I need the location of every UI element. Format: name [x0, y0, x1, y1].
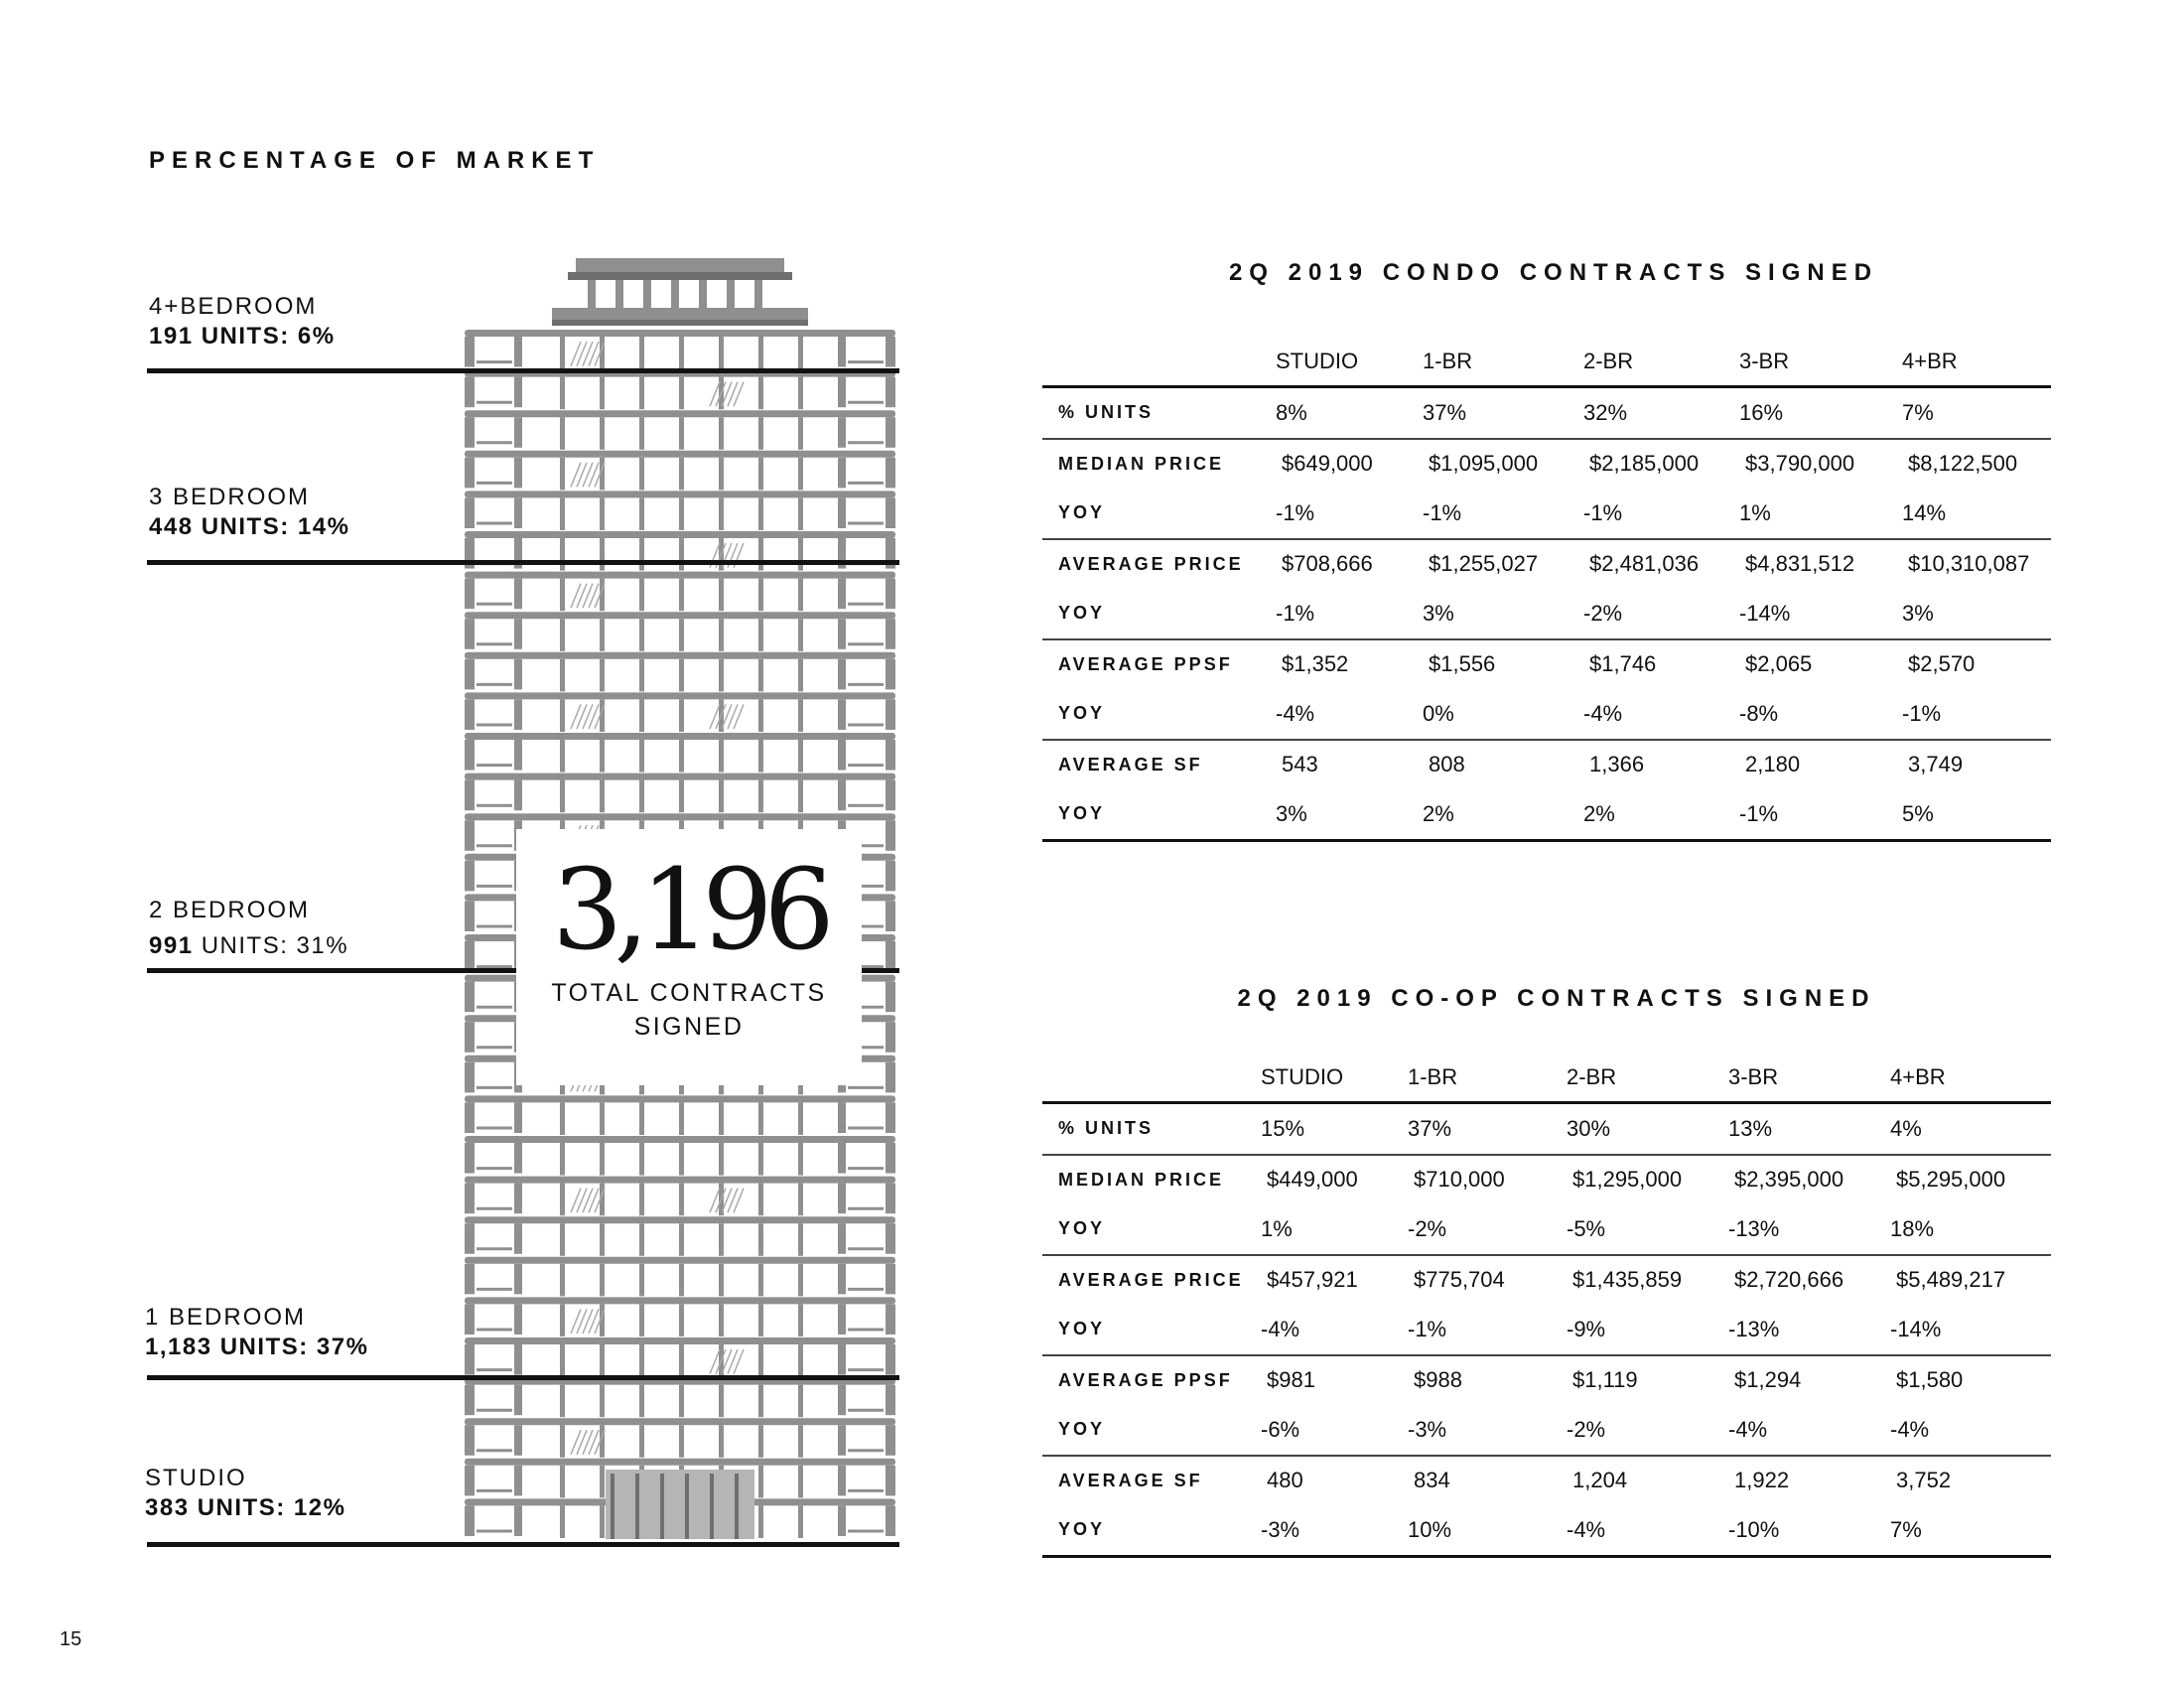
- table-row: [1042, 1456, 2051, 1506]
- segment-label: STUDIO: [145, 1465, 247, 1491]
- header-blank: [1042, 338, 1276, 387]
- table-cell: -3%: [1408, 1405, 1567, 1456]
- segment-units: [149, 931, 348, 961]
- segment-1br: [145, 1303, 368, 1362]
- segment-2br: [149, 896, 348, 961]
- row-label: AVERAGE PRICE: [1058, 553, 1244, 574]
- table-row: [1042, 1505, 2051, 1556]
- table-cell: 14%: [1902, 489, 2051, 539]
- table-cell: $1,746: [1589, 651, 1657, 677]
- row-label: AVERAGE PPSF: [1058, 653, 1233, 674]
- table-cell: 32%: [1583, 387, 1739, 439]
- table-cell: -1%: [1423, 489, 1583, 539]
- table-cell: $710,000: [1414, 1167, 1505, 1193]
- table-cell: -4%: [1276, 689, 1423, 740]
- table-row: [1042, 539, 2051, 590]
- row-label: YOY: [1042, 1305, 1261, 1355]
- column-header: 4+BR: [1902, 338, 2051, 387]
- table-row: [1042, 1405, 2051, 1456]
- table-cell: 1%: [1739, 489, 1902, 539]
- table-row: [1042, 1255, 2051, 1306]
- table-cell: $708,666: [1282, 551, 1373, 577]
- segment-studio: [145, 1464, 345, 1523]
- row-label: MEDIAN PRICE: [1058, 453, 1225, 474]
- row-label: YOY: [1042, 1405, 1261, 1456]
- segment-3br: [149, 483, 349, 542]
- table-cell: 30%: [1567, 1103, 1728, 1155]
- table-cell: -4%: [1583, 689, 1739, 740]
- segment-units: 191 UNITS: 6%: [149, 323, 336, 350]
- row-label: AVERAGE SF: [1058, 1470, 1203, 1490]
- table-cell: 5%: [1902, 789, 2051, 840]
- table-cell: $2,185,000: [1589, 451, 1700, 477]
- segment-divider: [147, 560, 899, 565]
- table-cell: $1,255,027: [1429, 551, 1539, 577]
- row-label: YOY: [1042, 489, 1276, 539]
- column-header: 2-BR: [1583, 338, 1739, 387]
- segment-units: 448 UNITS: 14%: [149, 513, 350, 540]
- segment-label: 3 BEDROOM: [149, 484, 311, 510]
- table-row: [1042, 439, 2051, 490]
- table-cell: 37%: [1423, 387, 1583, 439]
- table-cell: 1,204: [1572, 1468, 1628, 1493]
- page-title: PERCENTAGE OF MARKET: [149, 147, 601, 174]
- coop-table-title: 2Q 2019 CO-OP CONTRACTS SIGNED: [1237, 985, 1876, 1012]
- table-cell: 480: [1267, 1468, 1303, 1493]
- table-cell: $1,556: [1429, 651, 1496, 677]
- table-cell: -1%: [1902, 689, 2051, 740]
- table-row: [1042, 639, 2051, 690]
- table-cell: -13%: [1728, 1305, 1890, 1355]
- table-cell: 37%: [1408, 1103, 1567, 1155]
- table-cell: 10%: [1408, 1505, 1567, 1556]
- segment-divider: [147, 1375, 899, 1380]
- row-label: YOY: [1042, 1204, 1261, 1255]
- table-cell: $4,831,512: [1745, 551, 1855, 577]
- table-cell: 0%: [1423, 689, 1583, 740]
- segment-label: 2 BEDROOM: [149, 897, 311, 923]
- row-label: MEDIAN PRICE: [1058, 1169, 1225, 1190]
- segment-label: 4+BEDROOM: [149, 293, 318, 320]
- table-cell: -4%: [1890, 1405, 2051, 1456]
- table-cell: 2,180: [1745, 752, 1801, 777]
- table-cell: 2%: [1423, 789, 1583, 840]
- row-label: AVERAGE PRICE: [1058, 1269, 1244, 1290]
- table-cell: 13%: [1728, 1103, 1890, 1155]
- table-cell: $1,294: [1734, 1367, 1802, 1393]
- column-header: 2-BR: [1567, 1054, 1728, 1103]
- table-cell: $5,295,000: [1896, 1167, 2006, 1193]
- table-cell: $3,790,000: [1745, 451, 1855, 477]
- table-cell: $1,435,859: [1572, 1267, 1683, 1293]
- row-label: YOY: [1042, 589, 1276, 639]
- table-cell: 3%: [1423, 589, 1583, 639]
- table-cell: $1,352: [1282, 651, 1349, 677]
- table-cell: $10,310,087: [1908, 551, 2030, 577]
- total-contracts-number: 3,196: [552, 846, 826, 975]
- row-label: % UNITS: [1042, 1103, 1261, 1155]
- column-header: 3-BR: [1728, 1054, 1890, 1103]
- table-cell: 3,752: [1896, 1468, 1952, 1493]
- table-cell: $649,000: [1282, 451, 1373, 477]
- table-cell: $981: [1267, 1367, 1315, 1393]
- table-cell: -4%: [1728, 1405, 1890, 1456]
- column-header: 1-BR: [1423, 338, 1583, 387]
- segment-units-rest: UNITS: 31%: [193, 932, 349, 959]
- table-cell: -13%: [1728, 1204, 1890, 1255]
- table-cell: 543: [1282, 752, 1318, 777]
- table-cell: 834: [1414, 1468, 1450, 1493]
- table-cell: $457,921: [1267, 1267, 1358, 1293]
- table-cell: -3%: [1261, 1505, 1408, 1556]
- table-row: [1042, 1204, 2051, 1255]
- table-cell: $988: [1414, 1367, 1462, 1393]
- segment-divider: [147, 368, 899, 373]
- segment-4br: [149, 292, 336, 352]
- table-cell: $1,119: [1572, 1367, 1638, 1393]
- table-row: [1042, 789, 2051, 840]
- table-cell: 3,749: [1908, 752, 1964, 777]
- table-header-row: [1042, 338, 2051, 387]
- row-label: % UNITS: [1042, 387, 1276, 439]
- table-cell: 3%: [1902, 589, 2051, 639]
- table-row: [1042, 689, 2051, 740]
- table-cell: 16%: [1739, 387, 1902, 439]
- table-cell: $5,489,217: [1896, 1267, 2006, 1293]
- table-cell: 2%: [1583, 789, 1739, 840]
- table-cell: 1%: [1261, 1204, 1408, 1255]
- table-cell: -6%: [1261, 1405, 1408, 1456]
- column-header: 3-BR: [1739, 338, 1902, 387]
- condo-contracts-table: [1042, 338, 2051, 842]
- table-cell: 1,366: [1589, 752, 1645, 777]
- segment-units: 1,183 UNITS: 37%: [145, 1334, 369, 1360]
- table-cell: -2%: [1408, 1204, 1567, 1255]
- table-cell: $775,704: [1414, 1267, 1505, 1293]
- table-row: [1042, 1103, 2051, 1155]
- header-blank: [1042, 1054, 1261, 1103]
- page-number: 15: [60, 1628, 82, 1650]
- table-cell: $2,481,036: [1589, 551, 1700, 577]
- table-cell: -9%: [1567, 1305, 1728, 1355]
- table-row: [1042, 589, 2051, 639]
- table-cell: 4%: [1890, 1103, 2051, 1155]
- segment-label: 1 BEDROOM: [145, 1304, 307, 1331]
- column-header: 4+BR: [1890, 1054, 2051, 1103]
- table-cell: -1%: [1408, 1305, 1567, 1355]
- table-cell: $1,095,000: [1429, 451, 1539, 477]
- table-cell: $8,122,500: [1908, 451, 2018, 477]
- table-cell: 1,922: [1734, 1468, 1790, 1493]
- table-row: [1042, 1305, 2051, 1355]
- table-cell: -1%: [1583, 489, 1739, 539]
- table-cell: $449,000: [1267, 1167, 1358, 1193]
- table-cell: -4%: [1261, 1305, 1408, 1355]
- total-contracts-box: [516, 829, 862, 1085]
- table-row: [1042, 1355, 2051, 1406]
- table-cell: -14%: [1890, 1305, 2051, 1355]
- column-header: STUDIO: [1261, 1054, 1408, 1103]
- table-cell: $2,065: [1745, 651, 1813, 677]
- table-cell: -10%: [1728, 1505, 1890, 1556]
- table-cell: -4%: [1567, 1505, 1728, 1556]
- table-cell: -2%: [1583, 589, 1739, 639]
- table-cell: -8%: [1739, 689, 1902, 740]
- table-row: [1042, 387, 2051, 439]
- table-cell: 3%: [1276, 789, 1423, 840]
- table-cell: 7%: [1902, 387, 2051, 439]
- condo-table-title: 2Q 2019 CONDO CONTRACTS SIGNED: [1228, 259, 1879, 286]
- table-cell: -1%: [1739, 789, 1902, 840]
- segment-units-count: 991: [149, 932, 194, 959]
- row-label: YOY: [1042, 1505, 1261, 1556]
- row-label: YOY: [1042, 789, 1276, 840]
- table-row: [1042, 489, 2051, 539]
- table-cell: 8%: [1276, 387, 1423, 439]
- table-cell: $1,580: [1896, 1367, 1964, 1393]
- table-cell: -2%: [1567, 1405, 1728, 1456]
- row-label: AVERAGE PPSF: [1058, 1369, 1233, 1390]
- total-contracts-caption: [516, 976, 862, 1044]
- row-label: YOY: [1042, 689, 1276, 740]
- segment-units: 383 UNITS: 12%: [145, 1494, 346, 1521]
- table-cell: 18%: [1890, 1204, 2051, 1255]
- table-cell: -1%: [1276, 489, 1423, 539]
- segment-divider: [147, 1542, 899, 1547]
- table-cell: 808: [1429, 752, 1465, 777]
- table-cell: $1,295,000: [1572, 1167, 1683, 1193]
- table-cell: 15%: [1261, 1103, 1408, 1155]
- total-caption-line1: TOTAL CONTRACTS: [551, 979, 827, 1007]
- table-cell: 7%: [1890, 1505, 2051, 1556]
- table-cell: $2,570: [1908, 651, 1976, 677]
- table-cell: $2,395,000: [1734, 1167, 1844, 1193]
- column-header: STUDIO: [1276, 338, 1423, 387]
- coop-contracts-table: [1042, 1054, 2051, 1558]
- table-cell: -14%: [1739, 589, 1902, 639]
- row-label: AVERAGE SF: [1058, 754, 1203, 774]
- column-header: 1-BR: [1408, 1054, 1567, 1103]
- table-header-row: [1042, 1054, 2051, 1103]
- table-cell: -5%: [1567, 1204, 1728, 1255]
- table-row: [1042, 1155, 2051, 1205]
- table-cell: $2,720,666: [1734, 1267, 1844, 1293]
- table-cell: -1%: [1276, 589, 1423, 639]
- table-row: [1042, 740, 2051, 790]
- total-caption-line2: SIGNED: [633, 1013, 745, 1041]
